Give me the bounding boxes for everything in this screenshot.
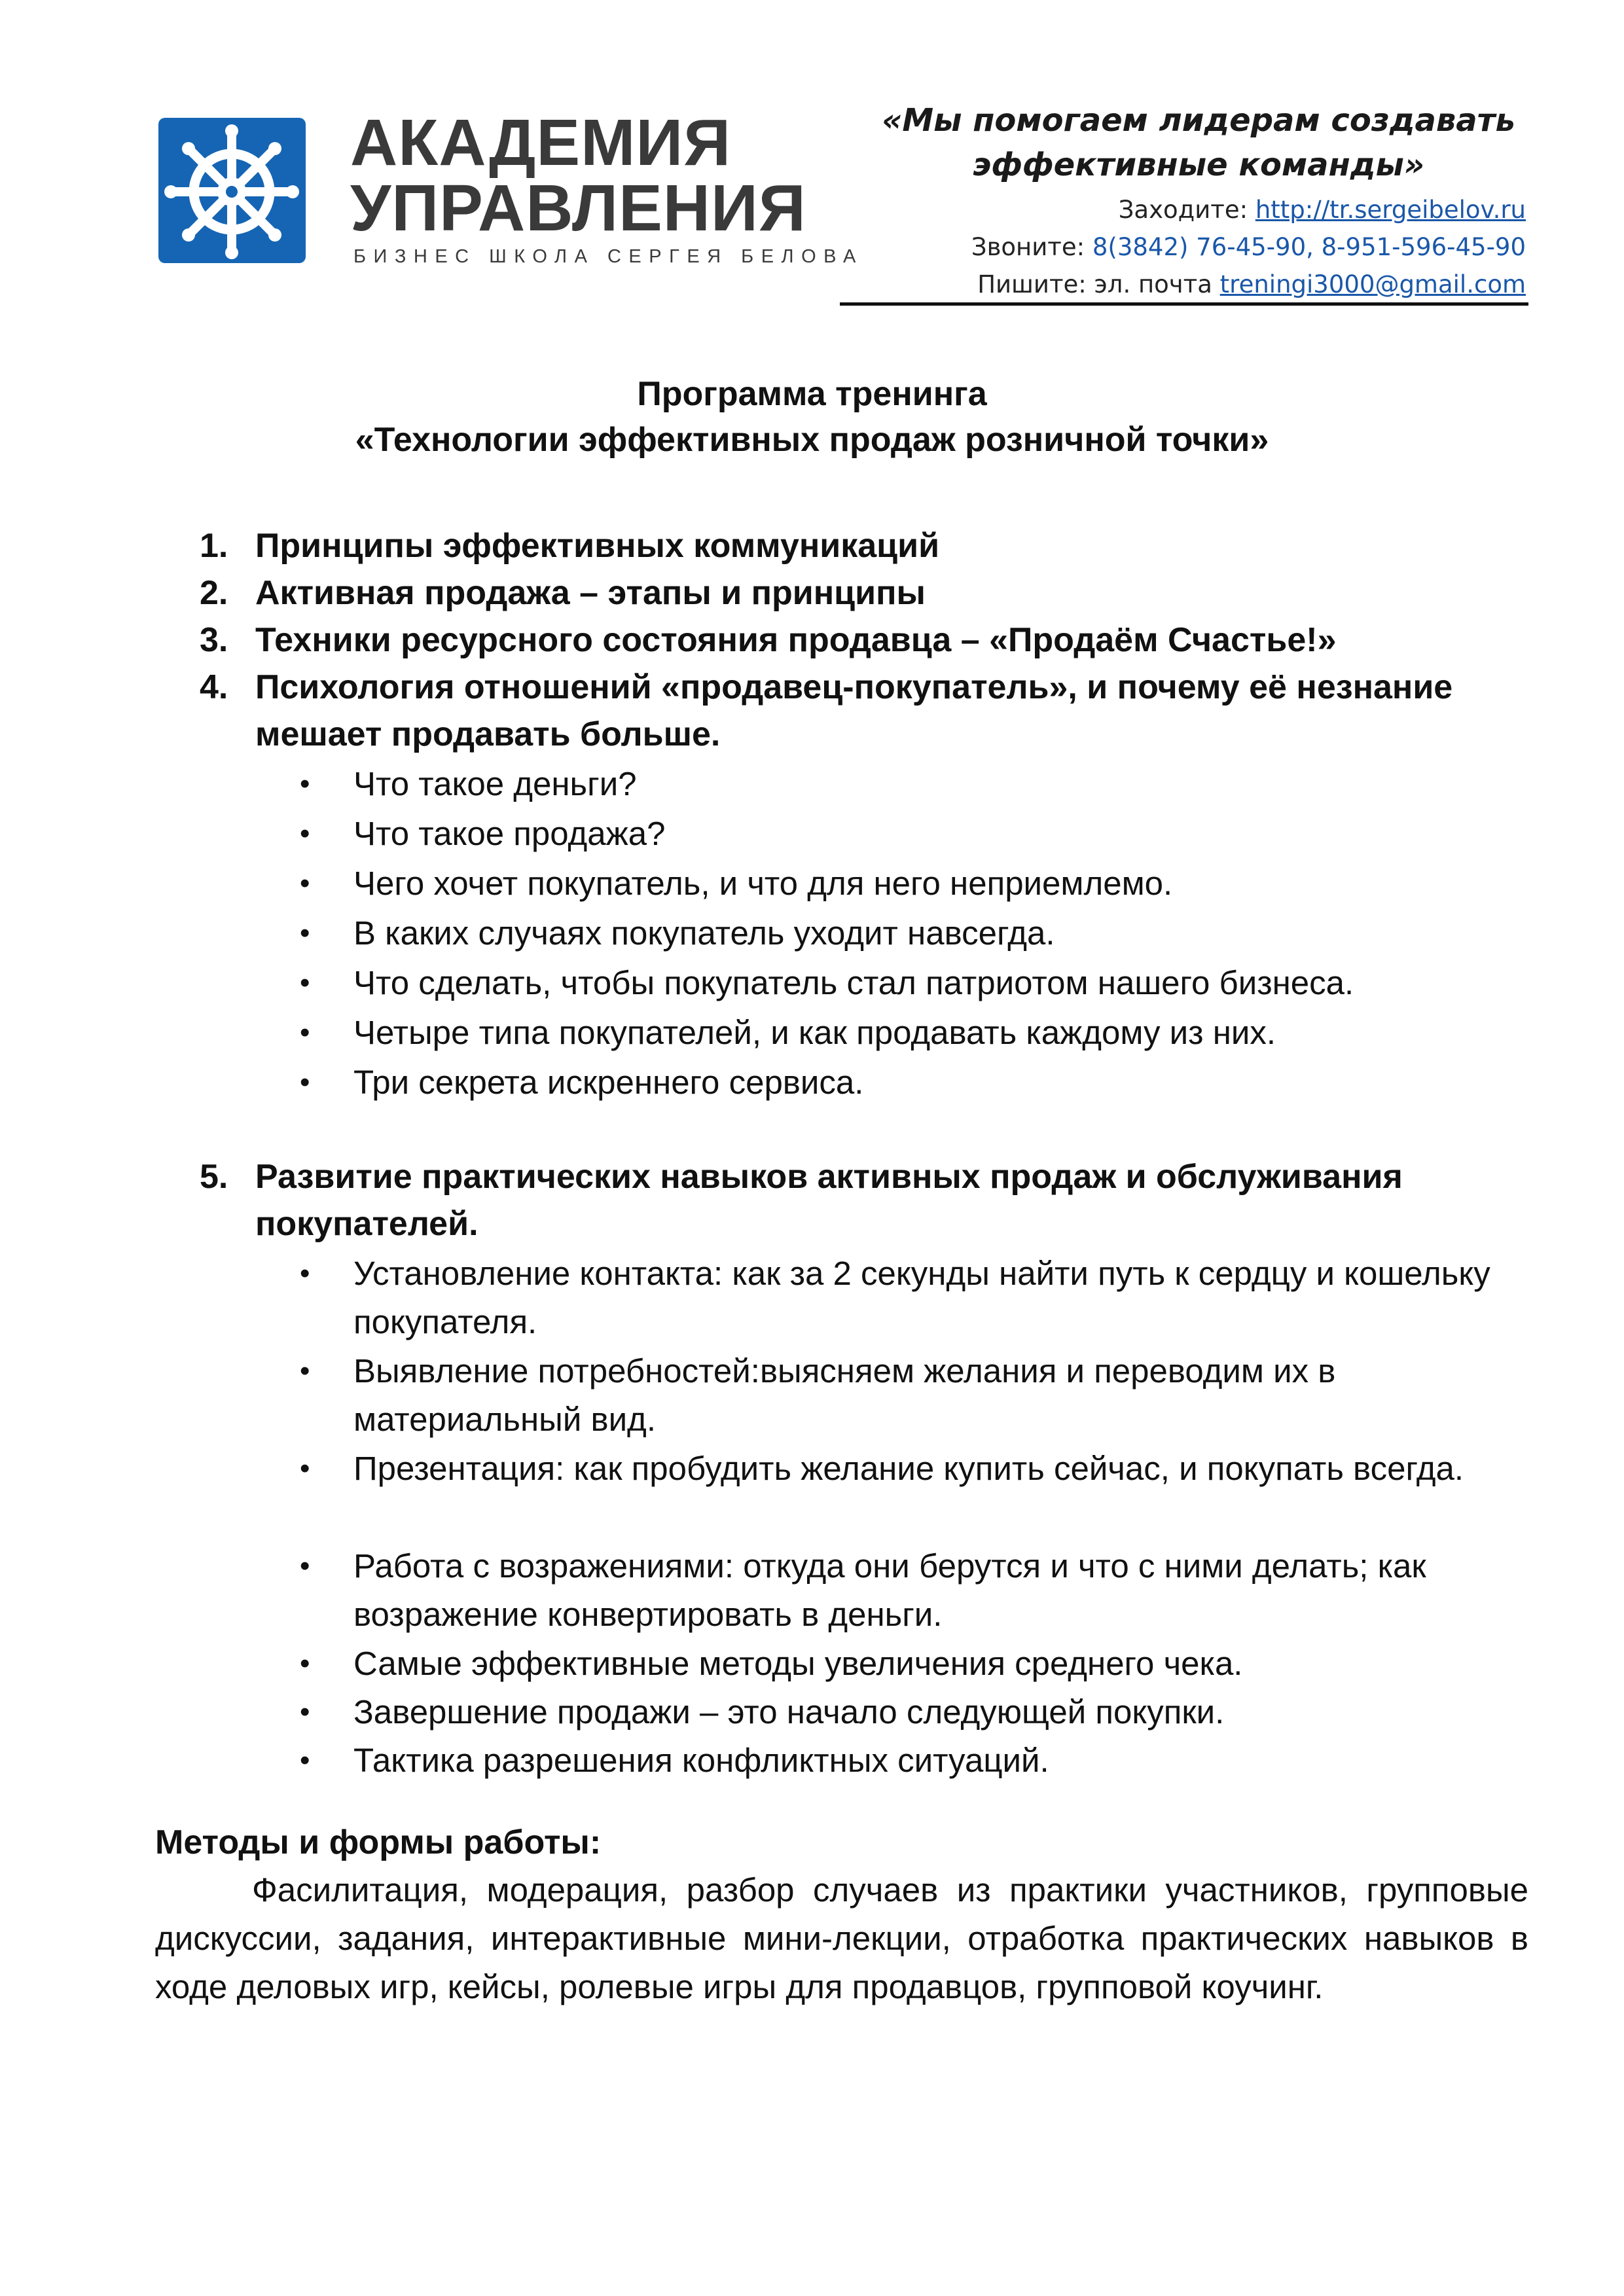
ship-wheel-icon xyxy=(158,118,306,263)
section-title: Развитие практических навыков активных продаж и обслуживания покупателей. xyxy=(255,1158,1403,1243)
contacts-block xyxy=(806,191,1526,303)
bullet-icon: • xyxy=(300,817,310,850)
list-item: Самые эффективные методы увеличения среднего чека. xyxy=(353,1645,1243,1682)
document-subtitle: «Технологии эффективных продаж розничной точки» xyxy=(355,421,1269,459)
document-title: Программа тренинга xyxy=(637,375,987,413)
logo-wordmark-line2: УПРАВЛЕНИЯ xyxy=(350,171,806,245)
section-number: 3. xyxy=(200,621,228,659)
bullet-icon: • xyxy=(300,1696,310,1728)
section-number: 2. xyxy=(200,574,228,612)
slogan xyxy=(871,98,1526,187)
section-title: Активная продажа – этапы и принципы xyxy=(255,574,926,612)
bullet-icon: • xyxy=(300,1550,310,1582)
list-item: Тактика разрешения конфликтных ситуаций. xyxy=(353,1742,1049,1779)
bullet-icon: • xyxy=(300,917,310,949)
contact-website-label: Заходите: xyxy=(1118,196,1255,224)
slogan-line2: эффективные команды» xyxy=(972,147,1425,183)
contact-email xyxy=(806,266,1526,303)
section-title: Психология отношений «продавец-покупатель», и почему её незнание мешает продавать больше. xyxy=(255,668,1453,753)
phone-numbers[interactable]: 8(3842) 76-45-90, 8-951-596-45-90 xyxy=(1092,233,1526,261)
list-item: Завершение продажи – это начало следующей покупки. xyxy=(353,1693,1225,1731)
slogan-line1: «Мы помогаем лидерам создавать xyxy=(882,102,1515,139)
contact-email-label: Пишите: эл. почта xyxy=(977,270,1220,298)
contact-phone xyxy=(806,228,1526,266)
bullet-icon: • xyxy=(300,1066,310,1098)
list-item: Презентация: как пробудить желание купить сейчас, и покупать всегда. xyxy=(353,1450,1464,1487)
section-number: 5. xyxy=(200,1158,228,1196)
list-item: Что сделать, чтобы покупатель стал патриотом нашего бизнеса. xyxy=(353,964,1354,1001)
list-item: Три секрета искреннего сервиса. xyxy=(353,1064,864,1101)
list-item: Работа с возражениями: откуда они берутся и что с ними делать; как возражение конвертировать в деньги. xyxy=(353,1547,1426,1633)
website-link[interactable]: http://tr.sergeibelov.ru xyxy=(1255,196,1526,224)
header-divider xyxy=(840,302,1528,306)
bullet-icon: • xyxy=(300,1647,310,1679)
section-title: Техники ресурсного состояния продавца – «Продаём Счастье!» xyxy=(255,621,1337,659)
bullet-icon: • xyxy=(300,1016,310,1049)
email-link[interactable]: treningi3000@gmail.com xyxy=(1219,270,1526,298)
logo-tagline: БИЗНЕС ШКОЛА СЕРГЕЯ БЕЛОВА xyxy=(353,246,863,267)
list-item: Четыре типа покупателей, и как продавать каждому из них. xyxy=(353,1014,1276,1051)
bullet-icon: • xyxy=(300,768,310,800)
list-item: Чего хочет покупатель, и что для него неприемлемо. xyxy=(353,865,1173,902)
list-item: Установление контакта: как за 2 секунды найти путь к сердцу и кошельку покупателя. xyxy=(353,1255,1490,1340)
bullet-icon: • xyxy=(300,867,310,899)
bullet-icon: • xyxy=(300,967,310,999)
bullet-icon: • xyxy=(300,1257,310,1289)
section-number: 1. xyxy=(200,527,228,565)
list-item: Что такое продажа? xyxy=(353,815,666,852)
bullet-icon: • xyxy=(300,1452,310,1484)
contact-phone-label: Звоните: xyxy=(971,233,1092,261)
logo-wordmark-line1: АКАДЕМИЯ xyxy=(350,106,732,179)
list-item: Выявление потребностей:выясняем желания и переводим их в материальный вид. xyxy=(353,1352,1336,1438)
methods-paragraph: Фасилитация, модерация, разбор случаев из практики участников, групповые дискуссии, задания, интерактивные мини-лекции, отработка практических навыков в ходе деловых игр, кейсы, ролевые игры для продавцов, групповой коучинг. xyxy=(155,1871,1528,2005)
methods-heading: Методы и формы работы: xyxy=(155,1823,602,1861)
section-title: Принципы эффективных коммуникаций xyxy=(255,527,940,565)
bullet-icon: • xyxy=(300,1355,310,1387)
contact-website xyxy=(806,191,1526,228)
bullet-icon: • xyxy=(300,1744,310,1776)
list-item: Что такое деньги? xyxy=(353,765,637,802)
list-item: В каких случаях покупатель уходит навсегда. xyxy=(353,914,1055,952)
section-number: 4. xyxy=(200,668,228,706)
